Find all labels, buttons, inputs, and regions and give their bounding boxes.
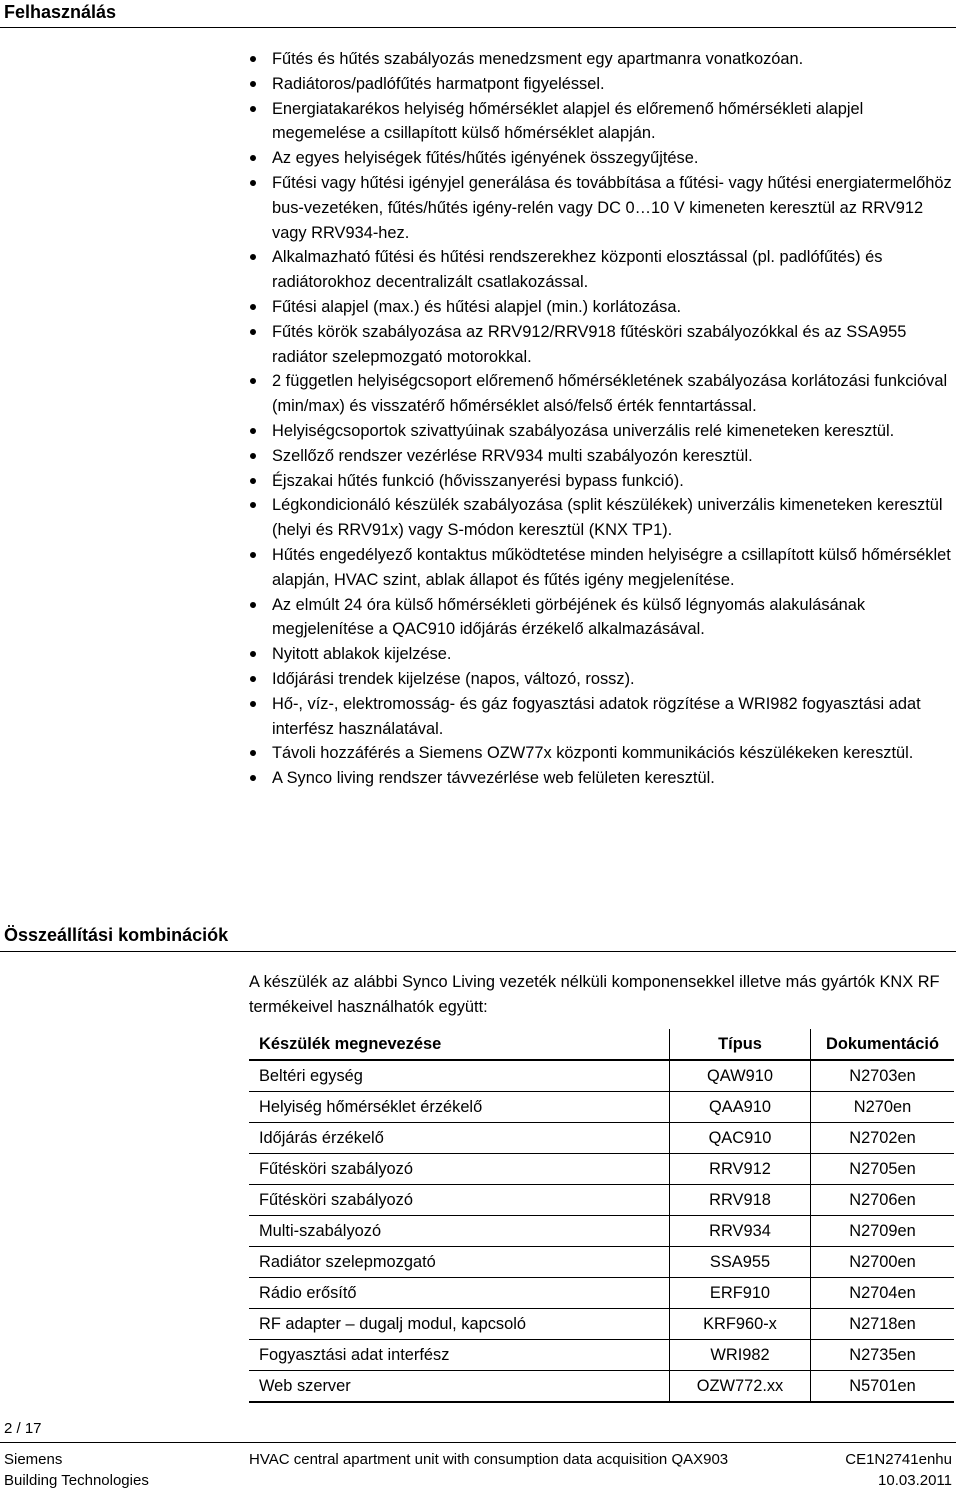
cell-type: RRV918 [670,1185,811,1216]
section-title-osszeallitasi: Összeállítási kombinációk [4,925,229,945]
list-item: Energiatakarékos helyiség hőmérséklet alapjel és előremenő hőmérsékleti alapjel megemelése a csillapított külső hőmérséklet alapján. [250,97,956,147]
footer-doc-id: CE1N2741enhu [845,1451,952,1468]
table-row [249,1371,954,1403]
cell-name: RF adapter – dugalj modul, kapcsoló [249,1309,670,1340]
cell-name: Beltéri egység [249,1060,670,1092]
list-item: A Synco living rendszer távvezérlése web felületen keresztül. [250,766,956,791]
cell-type: SSA955 [670,1247,811,1278]
list-item: Helyiségcsoportok szivattyúinak szabályozása univerzális relé kimeneteken keresztül. [250,419,956,444]
cell-name: Radiátor szelepmozgató [249,1247,670,1278]
list-item: Fűtés és hűtés szabályozás menedzsment egy apartmanra vonatkozóan. [250,47,956,72]
table-row [249,1309,954,1340]
table-row [249,1216,954,1247]
cell-type: QAW910 [670,1060,811,1092]
list-item: Távoli hozzáférés a Siemens OZW77x központi kommunikációs készülékeken keresztül. [250,741,956,766]
cell-doc: N2735en [811,1340,955,1371]
table-row [249,1092,954,1123]
cell-type: WRI982 [670,1340,811,1371]
cell-name: Web szerver [249,1371,670,1403]
table-row [249,1247,954,1278]
table-row [249,1154,954,1185]
cell-doc: N2705en [811,1154,955,1185]
list-item: Időjárási trendek kijelzése (napos, változó, rossz). [250,667,956,692]
table-row [249,1185,954,1216]
cell-name: Rádio erősítő [249,1278,670,1309]
table-row [249,1060,954,1092]
cell-type: OZW772.xx [670,1371,811,1403]
column-header-type: Típus [670,1029,811,1060]
list-item: Alkalmazható fűtési és hűtési rendszerekhez központi elosztással (pl. padlófűtés) és radiátorokhoz decentralizált csatlakozással. [250,245,956,295]
cell-doc: N2702en [811,1123,955,1154]
list-item: Szellőző rendszer vezérlése RRV934 multi szabályozón keresztül. [250,444,956,469]
column-header-doc: Dokumentáció [811,1029,955,1060]
cell-type: ERF910 [670,1278,811,1309]
table-row [249,1340,954,1371]
list-item: Nyitott ablakok kijelzése. [250,642,956,667]
feature-list [250,47,956,791]
footer-company [4,1449,149,1491]
cell-doc: N270en [811,1092,955,1123]
components-table [249,1029,954,1403]
table-row [249,1123,954,1154]
table-header-row [249,1029,954,1060]
list-item: Fűtési alapjel (max.) és hűtési alapjel (min.) korlátozása. [250,295,956,320]
section-divider [0,951,956,952]
footer-company-division: Building Technologies [4,1472,149,1489]
list-item: Légkondicionáló készülék szabályozása (split készülékek) univerzális kimeneteken keresztül (helyi és RRV91x) vagy S-módon keresztül (KNX TP1). [250,493,956,543]
intro-paragraph: A készülék az alábbi Synco Living vezeték nélküli komponensekkel illetve más gyártók KNX RF termékeivel használhatók együtt: [249,973,940,1016]
list-item: Hő-, víz-, elektromosság- és gáz fogyasztási adatok rögzítése a WRI982 fogyasztási adat interfész használatával. [250,692,956,742]
cell-name: Időjárás érzékelő [249,1123,670,1154]
list-item: 2 független helyiségcsoport előremenő hőmérsékletének szabályozása korlátozási funkcióval (min/max) és visszatérő hőmérséklet alsó/felső érték fenntartással. [250,369,956,419]
cell-type: QAC910 [670,1123,811,1154]
footer-company-name: Siemens [4,1451,63,1468]
list-item: Hűtés engedélyező kontaktus működtetése minden helyiségre a csillapított külső hőmérséklet alapján, HVAC szint, ablak állapot és fűtés igény megjelenítése. [250,543,956,593]
section-divider [0,27,956,28]
cell-type: KRF960-x [670,1309,811,1340]
cell-doc: N2709en [811,1216,955,1247]
section-title-felhasznalas: Felhasználás [4,2,117,22]
footer-product-title: HVAC central apartment unit with consumption data acquisition QAX903 [249,1451,729,1468]
list-item: Az egyes helyiségek fűtés/hűtés igényének összegyűjtése. [250,146,956,171]
cell-doc: N2704en [811,1278,955,1309]
list-item: Éjszakai hűtés funkció (hővisszanyerési bypass funkció). [250,469,956,494]
list-item: Fűtési vagy hűtési igényjel generálása és továbbítása a fűtési- vagy hűtési energiatermelőhöz bus-vezetéken, fűtés/hűtés igény-relén vagy DC 0…10 V kimeneten keresztül az RRV912 vagy RRV934-hez. [250,171,956,245]
cell-type: QAA910 [670,1092,811,1123]
list-item: Fűtés körök szabályozása az RRV912/RRV918 fűtésköri szabályozókkal és az SSA955 radiátor szelepmozgató motorokkal. [250,320,956,370]
footer-doc-info [845,1449,952,1491]
cell-name: Fűtésköri szabályozó [249,1154,670,1185]
cell-name: Fogyasztási adat interfész [249,1340,670,1371]
cell-type: RRV934 [670,1216,811,1247]
cell-name: Helyiség hőmérséklet érzékelő [249,1092,670,1123]
table-row [249,1278,954,1309]
cell-doc: N2706en [811,1185,955,1216]
cell-type: RRV912 [670,1154,811,1185]
list-item: Az elmúlt 24 óra külső hőmérsékleti görbéjének és külső légnyomás alakulásának megjelenítése a QAC910 időjárás érzékelő alkalmazásával. [250,593,956,643]
cell-doc: N2703en [811,1060,955,1092]
footer-date: 10.03.2011 [878,1472,952,1489]
column-header-name: Készülék megnevezése [249,1029,670,1060]
cell-doc: N5701en [811,1371,955,1403]
cell-doc: N2700en [811,1247,955,1278]
footer-divider [0,1442,956,1443]
page-number: 2 / 17 [4,1420,42,1437]
cell-doc: N2718en [811,1309,955,1340]
cell-name: Multi-szabályozó [249,1216,670,1247]
list-item: Radiátoros/padlófűtés harmatpont figyeléssel. [250,72,956,97]
cell-name: Fűtésköri szabályozó [249,1185,670,1216]
